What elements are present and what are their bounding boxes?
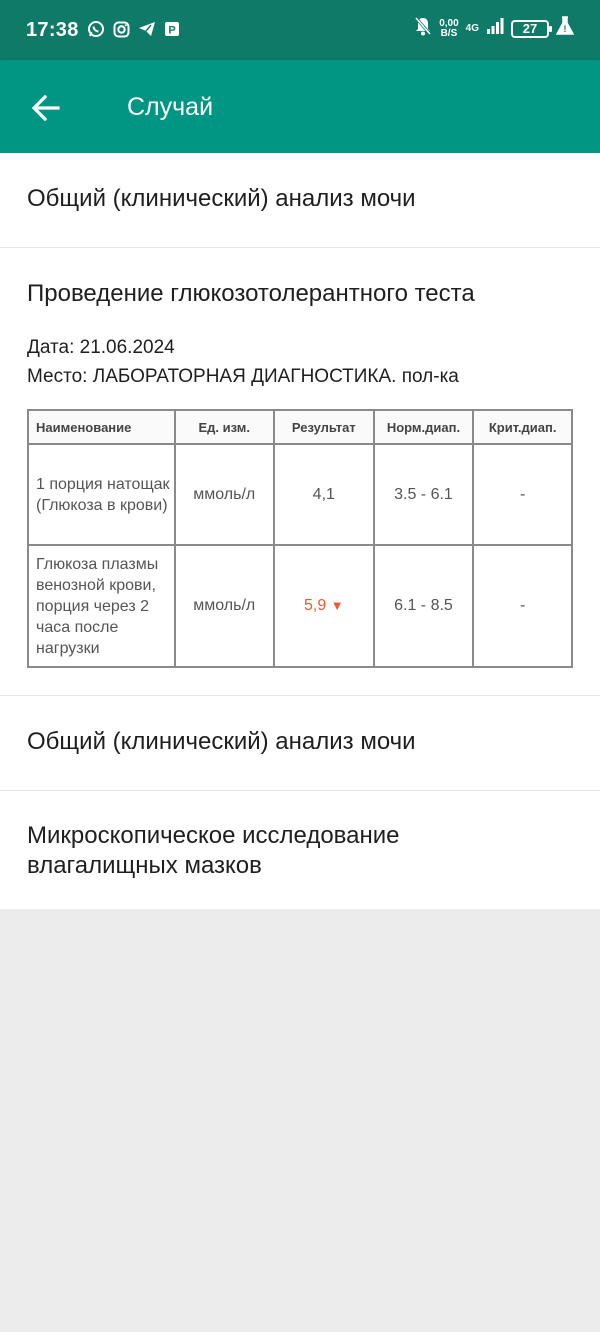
header-crit: Крит.диап. [473,410,572,444]
case-item-microscopy[interactable] [0,791,600,909]
instagram-icon [113,21,130,43]
header-unit: Ед. изм. [175,410,274,444]
app-bar [0,60,600,153]
row-crit: - [473,444,572,545]
status-right [414,16,574,41]
header-norm: Норм.диап. [374,410,474,444]
table-row [28,545,572,667]
row-crit: - [473,545,572,667]
test-date: Дата: 21.06.2024 [27,337,175,358]
parking-app-icon [164,21,180,42]
row-name: Глюкоза плазмы венозной крови, порция через 2 часа после нагрузки [28,545,175,667]
status-time: 17:38 [26,19,79,41]
case-item-title: Проведение глюкозотолерантного теста [27,280,475,307]
battery-icon [511,20,549,38]
flask-warning-icon [556,16,574,41]
result-value: 4,1 [312,485,335,503]
header-name: Наименование [28,410,175,444]
signal-icon [486,17,504,40]
telegram-icon [138,21,156,42]
bell-off-icon [414,16,432,41]
result-value: 5,9 [304,597,327,614]
case-item-title: Общий (клинический) анализ мочи [27,185,416,212]
case-item-title: Общий (клинический) анализ мочи [27,728,416,755]
arrow-back-icon [31,93,61,123]
case-item-urinalysis-1[interactable] [0,153,600,247]
row-name: 1 порция натощак (Глюкоза в крови) [28,444,175,545]
whatsapp-icon [87,20,105,43]
table-row [28,444,572,545]
case-item-urinalysis-2[interactable] [0,696,600,790]
status-bar [0,0,600,60]
battery-level: 27 [522,21,538,36]
row-norm: 3.5 - 6.1 [374,444,474,545]
table-header-row [28,410,572,444]
row-unit: ммоль/л [175,545,274,667]
results-table [27,409,573,668]
svg-text:!: ! [563,24,567,34]
low-flag-icon: ▼ [330,598,344,613]
header-result: Результат [274,410,374,444]
test-place: Место: ЛАБОРАТОРНАЯ ДИАГНОСТИКА. пол-ка [27,366,459,387]
app-title: Случай [127,93,214,121]
row-result [274,444,374,545]
notification-icons [87,20,180,43]
case-item-title: Микроскопическое исследование влагалищных мазков [27,822,400,879]
net-speed: 0,00 B/S [439,17,459,39]
row-result [274,545,374,667]
row-norm: 6.1 - 8.5 [374,545,474,667]
svg-text:P: P [168,24,176,37]
network-type: 4G [465,22,479,34]
row-unit: ммоль/л [175,444,274,545]
back-button[interactable] [24,86,68,130]
